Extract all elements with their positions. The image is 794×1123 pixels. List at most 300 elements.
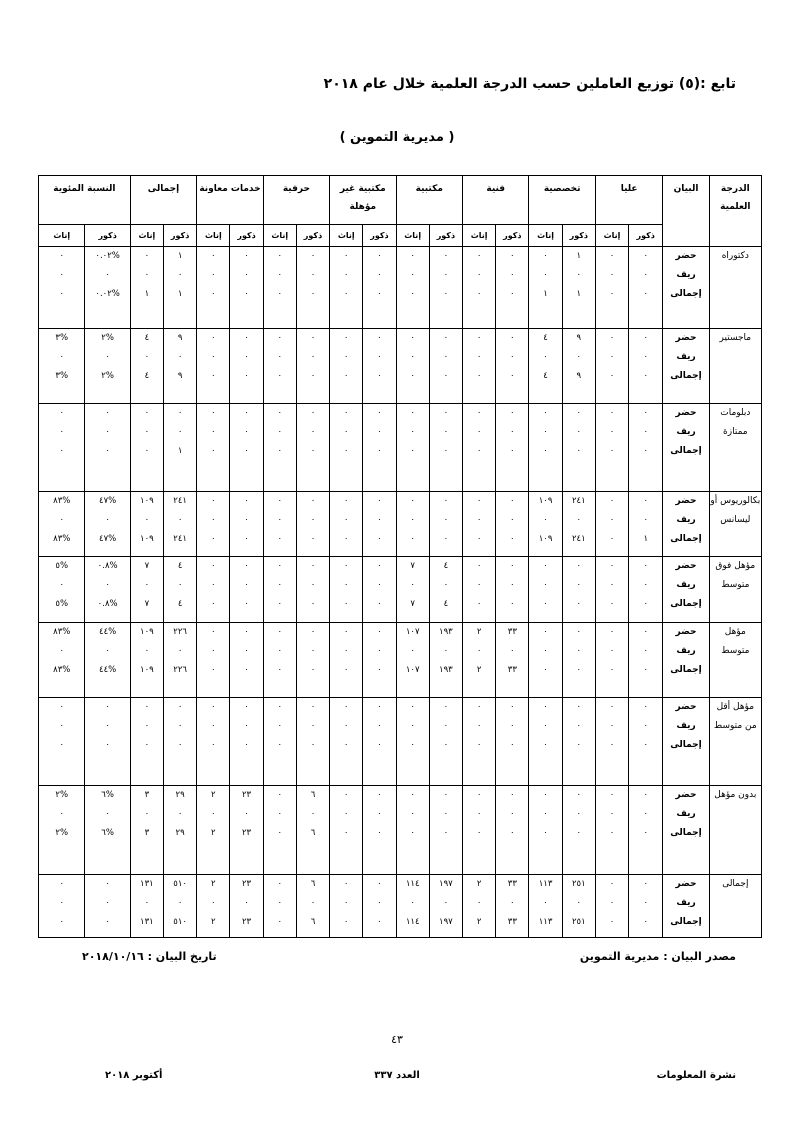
value: ٠ <box>177 580 183 590</box>
value: ٠ <box>543 809 548 819</box>
value: ٠ <box>543 898 548 908</box>
value-cell <box>396 557 429 623</box>
value: ٠ <box>277 599 283 609</box>
value: ٠ <box>244 646 249 656</box>
statement-label: ريف <box>676 898 696 908</box>
value: ٢٤١ <box>571 496 586 506</box>
value: ٠ <box>377 427 382 437</box>
value: ٠ <box>377 627 382 637</box>
value: ٠ <box>211 408 216 418</box>
statement-label: ريف <box>676 580 696 590</box>
value-cell <box>39 329 85 404</box>
value: ٠ <box>609 270 615 280</box>
value: ٠ <box>377 599 382 609</box>
degree-label: إجمالى <box>709 875 761 938</box>
value: ٠ <box>377 270 382 280</box>
value: ٠ <box>377 917 382 927</box>
statement-label: حضر <box>675 496 697 506</box>
value: ١٩٣ <box>439 627 453 637</box>
value: ٠ <box>410 446 415 456</box>
degree-label: بدون مؤهل <box>709 786 761 875</box>
value: ١ <box>177 446 183 456</box>
value: ٠ <box>343 534 349 544</box>
value: ٠ <box>510 599 515 609</box>
value-cell <box>197 623 230 698</box>
value: ٠ <box>643 496 649 506</box>
value: ١٠٧ <box>405 627 420 637</box>
header-group: النسبة المئوية <box>39 176 131 225</box>
value: %٢ <box>55 790 69 800</box>
value-cell <box>230 492 263 557</box>
value-cell <box>330 623 363 698</box>
value: ٠ <box>244 352 249 362</box>
value: ٠ <box>443 496 449 506</box>
value-cell <box>230 623 263 698</box>
value: ٠ <box>643 599 649 609</box>
value: ٠ <box>59 740 65 750</box>
statement-label: ريف <box>676 809 696 819</box>
value-cell <box>595 786 628 875</box>
value: ٠ <box>211 702 216 712</box>
value: ٠ <box>59 702 65 712</box>
value: ٠ <box>377 809 382 819</box>
value: ٢٤١ <box>173 534 187 544</box>
value: ٠ <box>177 352 183 362</box>
value-cell <box>263 623 296 698</box>
value: ١ <box>177 289 183 299</box>
value-cell <box>85 247 130 329</box>
value-cell <box>562 329 595 404</box>
value: ٩ <box>177 371 183 381</box>
value: ٠ <box>144 515 150 525</box>
value: ٠ <box>277 371 283 381</box>
value-cell <box>164 875 197 938</box>
value-cell <box>164 623 197 698</box>
statement-cell <box>663 404 709 492</box>
value: ٠ <box>105 740 110 750</box>
statement-cell <box>663 623 709 698</box>
statement-cell <box>663 329 709 404</box>
value-cell <box>595 557 628 623</box>
header-male: ذكور <box>296 225 329 247</box>
value: ٠ <box>476 427 482 437</box>
value: ٠ <box>144 646 150 656</box>
value-cell <box>296 698 329 786</box>
value: ٠ <box>443 898 449 908</box>
value: ٠ <box>343 515 349 525</box>
value: ٠ <box>576 561 582 571</box>
value-cell <box>85 875 130 938</box>
value-cell <box>330 247 363 329</box>
value: ٠ <box>277 702 283 712</box>
value: %٥ <box>55 561 69 571</box>
degree-label: ماجستير <box>709 329 761 404</box>
value: ٠ <box>144 251 150 261</box>
value-cell <box>363 875 396 938</box>
value: ٠ <box>410 371 415 381</box>
value: ٠ <box>410 809 415 819</box>
value-cell <box>85 623 130 698</box>
value: ٠ <box>576 721 582 731</box>
value: ٠ <box>211 665 216 675</box>
value: ٠ <box>244 721 249 731</box>
value-cell <box>197 247 230 329</box>
value: ٠ <box>643 371 649 381</box>
value: ٠ <box>377 665 382 675</box>
value: ٠ <box>510 352 515 362</box>
value: ٠ <box>277 740 283 750</box>
value: ٠ <box>410 646 415 656</box>
value: ٠ <box>643 721 649 731</box>
value-cell <box>595 329 628 404</box>
value: ٠ <box>59 352 65 362</box>
value-cell <box>263 492 296 557</box>
value: ٠ <box>543 599 548 609</box>
value: ٠ <box>609 534 615 544</box>
value: ٠ <box>105 446 110 456</box>
value: ٠ <box>543 580 548 590</box>
value: ٠ <box>343 371 349 381</box>
value: ٠ <box>510 898 515 908</box>
header-degree: الدرجة العلمية <box>709 176 761 247</box>
value-cell <box>230 786 263 875</box>
value: ٠ <box>177 702 183 712</box>
value-cell <box>363 698 396 786</box>
data-date: تاريخ البيان : ٢٠١٨/١٠/١٦ <box>82 950 217 963</box>
value-cell <box>629 623 663 698</box>
value-cell <box>164 698 197 786</box>
value: %٠.٨ <box>97 561 118 571</box>
value: ٠ <box>576 408 582 418</box>
value: ٠ <box>543 561 548 571</box>
value: ٠ <box>377 561 382 571</box>
value: ٠ <box>59 809 65 819</box>
header-male: ذكور <box>164 225 197 247</box>
value: ٠ <box>244 289 249 299</box>
value: ٠ <box>643 917 649 927</box>
value: ٠ <box>105 898 110 908</box>
value: ٠ <box>510 333 515 343</box>
value: ٤ <box>177 561 183 571</box>
header-group: مكتبية غير مؤهلة <box>330 176 396 225</box>
header-group: عليا <box>595 176 662 225</box>
value: ٠ <box>476 352 482 362</box>
value-cell <box>296 404 329 492</box>
value: ١٣١ <box>140 879 154 889</box>
value: ٠ <box>410 333 415 343</box>
table-row <box>39 698 762 786</box>
value: %٠.٠٢ <box>95 251 120 261</box>
value: ٠ <box>576 580 582 590</box>
value: ٠ <box>643 580 649 590</box>
header-female: إناث <box>330 225 363 247</box>
value-cell <box>595 404 628 492</box>
value-cell <box>463 875 496 938</box>
value: %٢ <box>101 333 114 343</box>
value: ٠ <box>177 408 183 418</box>
value: ٠ <box>443 809 449 819</box>
value: ٠ <box>244 371 249 381</box>
value: ٠ <box>643 879 649 889</box>
value: ٠ <box>576 665 582 675</box>
value-cell <box>562 698 595 786</box>
value: ٢ <box>476 627 482 637</box>
value: ٠ <box>144 408 150 418</box>
value: ٠ <box>643 790 649 800</box>
value: ٠ <box>476 702 482 712</box>
value: ٠ <box>543 515 548 525</box>
value-cell <box>562 404 595 492</box>
value: ٠ <box>476 646 482 656</box>
value: ٠ <box>59 580 65 590</box>
value: ٤ <box>177 599 183 609</box>
statement-label: حضر <box>675 251 697 261</box>
value: ٠ <box>609 879 615 889</box>
value: ٠ <box>410 898 415 908</box>
value: ١٩٣ <box>439 665 453 675</box>
value: ١١٤ <box>405 917 420 927</box>
header-male: ذكور <box>496 225 529 247</box>
value: ٠ <box>277 496 283 506</box>
value: ٠ <box>543 740 548 750</box>
header-statement: البيان <box>663 176 709 247</box>
value: ٠ <box>310 333 316 343</box>
value-cell <box>396 404 429 492</box>
value: ٠ <box>476 534 482 544</box>
value: ٠ <box>211 898 216 908</box>
value: ٠ <box>643 408 649 418</box>
value: %٦ <box>101 790 114 800</box>
value: ٠ <box>476 371 482 381</box>
value-cell <box>230 329 263 404</box>
value: ١٠٩ <box>140 627 154 637</box>
value: ٠ <box>177 809 183 819</box>
value: ٩ <box>177 333 183 343</box>
value: ٠ <box>144 721 150 731</box>
value: ٠ <box>343 561 349 571</box>
value-cell <box>296 875 329 938</box>
value: ٠ <box>510 251 515 261</box>
value: ٠ <box>443 740 449 750</box>
value: ٣٣ <box>507 627 517 637</box>
value: ٠ <box>343 898 349 908</box>
value: ٠ <box>343 809 349 819</box>
value: %٢ <box>55 828 69 838</box>
value: ١٠٩ <box>140 496 154 506</box>
page-title: تابع :(٥) توزيع العاملين حسب الدرجة العلمية خلال عام ٢٠١٨ <box>323 76 736 92</box>
value: ٠ <box>244 599 249 609</box>
value: ٠ <box>443 289 449 299</box>
value: ٠ <box>443 251 449 261</box>
value: ٣ <box>144 790 150 800</box>
value: ٩ <box>576 333 582 343</box>
value-cell <box>263 329 296 404</box>
value: ٠ <box>211 352 216 362</box>
value: ٠ <box>609 515 615 525</box>
value-cell <box>130 786 163 875</box>
statement-label: إجمالى <box>670 665 702 675</box>
value: ٠ <box>277 627 283 637</box>
value-cell <box>363 492 396 557</box>
value: ٠ <box>476 721 482 731</box>
value: ١٩٧ <box>439 917 453 927</box>
value: ٠ <box>244 496 249 506</box>
value: ٠ <box>310 627 316 637</box>
value: ٠ <box>377 515 382 525</box>
value: ٠ <box>59 917 65 927</box>
value: ٠ <box>310 599 316 609</box>
value: ٠ <box>443 333 449 343</box>
value-cell <box>529 698 562 786</box>
value: ٠ <box>543 828 548 838</box>
value-cell <box>496 247 529 329</box>
value: ٠ <box>310 427 316 437</box>
statement-label: حضر <box>675 333 697 343</box>
value-cell <box>496 492 529 557</box>
value: ٤ <box>543 371 548 381</box>
value: ٠ <box>543 646 548 656</box>
value: ٠ <box>343 721 349 731</box>
value-cell <box>629 329 663 404</box>
value: ٠ <box>576 270 582 280</box>
value: %٣ <box>55 333 69 343</box>
table-row <box>39 623 762 698</box>
value: ٧ <box>410 561 415 571</box>
value-cell <box>164 404 197 492</box>
value: ٠ <box>277 580 283 590</box>
value: ٣٣ <box>507 665 517 675</box>
value: ٠ <box>211 534 216 544</box>
value: ١ <box>144 289 150 299</box>
value: %٠.٠٢ <box>95 289 120 299</box>
value: ٠ <box>643 828 649 838</box>
value-cell <box>130 247 163 329</box>
value: ٠ <box>609 646 615 656</box>
value: ٠ <box>476 446 482 456</box>
value-cell <box>330 698 363 786</box>
value: ١٠٩ <box>140 534 154 544</box>
value-cell <box>330 329 363 404</box>
value: ٠ <box>105 270 110 280</box>
value-cell <box>263 404 296 492</box>
value: ٠ <box>377 740 382 750</box>
value: ٠ <box>244 740 249 750</box>
value: ٠ <box>244 408 249 418</box>
value: ٠ <box>510 289 515 299</box>
value: ٠ <box>277 352 283 362</box>
value: ١٠٩ <box>140 665 154 675</box>
value-cell <box>85 329 130 404</box>
value: ٠ <box>343 333 349 343</box>
page-subtitle: ( مديرية التموين ) <box>339 130 455 145</box>
value-cell <box>39 557 85 623</box>
value: ٠ <box>476 496 482 506</box>
value: ٠ <box>177 427 183 437</box>
value: ٠ <box>643 627 649 637</box>
degree-label: دبلومات ممتازة <box>709 404 761 492</box>
value: ٤ <box>443 599 449 609</box>
value: ٧ <box>144 561 150 571</box>
value-cell <box>463 623 496 698</box>
value-cell <box>130 875 163 938</box>
value: ٠ <box>310 646 316 656</box>
value: ٠ <box>643 702 649 712</box>
value: ٠ <box>643 446 649 456</box>
value: ١ <box>643 534 649 544</box>
value-cell <box>130 623 163 698</box>
value: ٠ <box>59 251 65 261</box>
value: %٨٣ <box>53 665 71 675</box>
value: ٥١٠ <box>173 879 187 889</box>
value: ٢٩ <box>175 828 185 838</box>
value: ٠ <box>105 408 110 418</box>
value: ٠ <box>277 270 283 280</box>
value-cell <box>330 557 363 623</box>
value: ٠ <box>543 408 548 418</box>
value: ٠ <box>543 270 548 280</box>
value: ٠ <box>310 289 316 299</box>
value: ٠ <box>310 446 316 456</box>
value: ٠ <box>277 898 283 908</box>
value-cell <box>429 786 462 875</box>
value: ٠ <box>576 828 582 838</box>
value-cell <box>496 698 529 786</box>
value: ٠ <box>244 534 249 544</box>
value: ٠ <box>310 352 316 362</box>
value: ٠ <box>310 898 316 908</box>
value: ٠ <box>59 270 65 280</box>
value: ٠ <box>510 561 515 571</box>
value: ٠ <box>377 333 382 343</box>
value-cell <box>39 492 85 557</box>
value: ٠ <box>105 917 110 927</box>
value: ٠ <box>609 627 615 637</box>
value: ٠ <box>144 580 150 590</box>
value-cell <box>296 623 329 698</box>
value-cell <box>263 875 296 938</box>
value-cell <box>39 786 85 875</box>
header-female: إناث <box>197 225 230 247</box>
degree-label: دكتوراه <box>709 247 761 329</box>
value: ٠ <box>310 270 316 280</box>
value: ٠ <box>59 515 65 525</box>
value: ٠ <box>609 251 615 261</box>
value-cell <box>130 557 163 623</box>
value: ٠ <box>277 251 283 261</box>
header-male: ذكور <box>363 225 396 247</box>
value: ٠ <box>211 371 216 381</box>
value: ٠ <box>576 627 582 637</box>
value: ٠ <box>410 580 415 590</box>
value: ٠ <box>244 427 249 437</box>
value: ٠ <box>510 646 515 656</box>
value: ٠ <box>277 790 283 800</box>
value: ٠ <box>377 721 382 731</box>
value: ٠ <box>177 898 183 908</box>
statement-label: ريف <box>676 646 696 656</box>
value: ٢ <box>211 917 216 927</box>
value-cell <box>164 329 197 404</box>
table-header-row <box>39 176 762 225</box>
value: ٢٥١ <box>571 917 586 927</box>
value-cell <box>496 875 529 938</box>
issue-number: العدد ٣٣٧ <box>374 1070 420 1081</box>
value: %٤٤ <box>99 665 117 675</box>
value: ٠ <box>377 828 382 838</box>
value: ٠ <box>105 427 110 437</box>
value: ٢ <box>476 665 482 675</box>
value-cell <box>562 623 595 698</box>
